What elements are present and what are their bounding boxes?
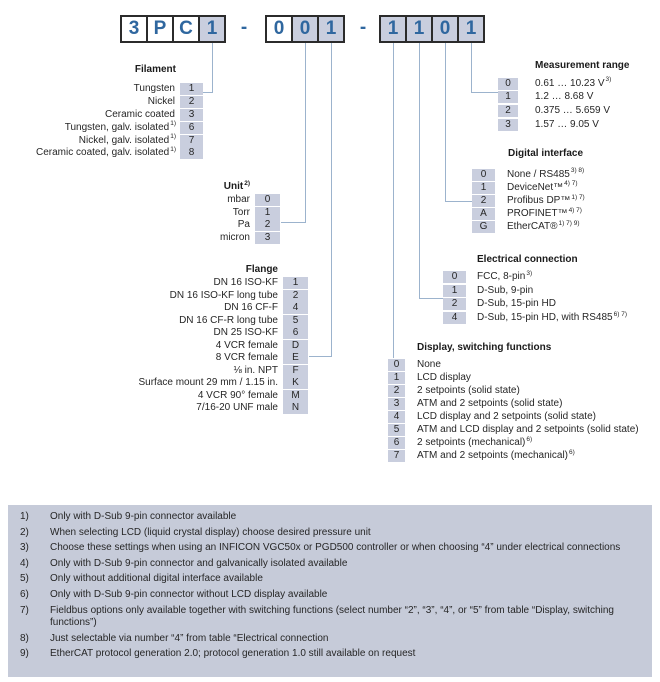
row-label: Profibus DP™$^{1) 7)}$ [507, 193, 585, 206]
footnote-text: Fieldbus options only available together with switching functions (select number “2”, “3”, “4”, or “5” from table “Display, switching functions”) [50, 604, 614, 629]
footnote-item [8, 648, 652, 661]
table-row [150, 194, 280, 207]
code-dash: - [359, 17, 367, 38]
connector-line [331, 43, 332, 356]
table-rows [150, 194, 280, 244]
footnote-item [8, 605, 652, 630]
footnote-number: 9) [20, 648, 29, 660]
row-value-cell: 1 [443, 285, 466, 297]
row-value-cell: 2 [255, 219, 280, 231]
connector-line [203, 92, 213, 93]
row-label: D-Sub, 15-pin HD [477, 298, 556, 310]
footnote-number: 4) [20, 557, 29, 569]
table-rows [498, 77, 629, 131]
table-title: Display, switching functions [417, 342, 552, 353]
footnote-item [8, 511, 652, 524]
row-value-cell: 3 [388, 398, 405, 410]
part-number-group-2 [265, 15, 345, 43]
row-label: D-Sub, 15-pin HD, with $RS485^{6) 7)}$ [477, 310, 627, 323]
row-label: Tungsten, galv. isolated$^{1)}$ [64, 120, 176, 133]
table-row [100, 390, 308, 403]
row-value-cell: 1 [180, 83, 203, 95]
row-value-cell: 6 [388, 437, 405, 449]
code-char: 3 [120, 15, 148, 43]
table-row [20, 147, 203, 160]
footnote-item [8, 573, 652, 586]
table-row [100, 352, 308, 365]
row-value-cell: 2 [388, 385, 405, 397]
row-label: micron [219, 232, 250, 244]
row-label: 0.61 … 10.23 $V^{3)}$ [535, 76, 612, 89]
part-number-group-1 [120, 15, 226, 43]
footnote-item [8, 527, 652, 540]
row-label: PROFINET™$^{4) 7)}$ [507, 206, 582, 220]
table-title: Flange [245, 264, 278, 275]
connector-line [471, 43, 472, 92]
footnote-number: 8) [20, 632, 29, 644]
row-label: ⅛ in. NPT [233, 364, 278, 376]
table-row [388, 423, 640, 436]
row-label: DN 25 ISO-KF [213, 327, 278, 339]
electrical-connection-table [443, 253, 627, 325]
row-value-cell: K [283, 377, 308, 389]
table-row [443, 284, 627, 298]
display-switching-table [388, 341, 640, 463]
row-label: DN 16 CF-F [224, 302, 278, 314]
row-label: 4 VCR 90° female [197, 389, 278, 401]
row-label: Ceramic coated, galv. isolated$^{1)}$ [36, 146, 176, 159]
table-row [100, 340, 308, 353]
row-label: DN 16 ISO-KF [213, 277, 278, 289]
row-value-cell: 2 [472, 195, 495, 207]
code-char: C [172, 15, 200, 43]
footnote-number: 3) [20, 542, 29, 554]
row-value-cell: 3 [255, 232, 280, 244]
code-char-unit: 0 [291, 15, 319, 43]
connector-line [212, 43, 213, 92]
row-label: LCD display [417, 371, 471, 383]
table-title: Electrical connection [477, 254, 578, 265]
table-row [443, 297, 627, 311]
connector-line [419, 43, 420, 298]
row-label: D-Sub, 9-pin [477, 284, 534, 296]
row-label: Torr [232, 206, 250, 218]
row-label: None / $RS485^{3) 8)}$ [507, 167, 585, 180]
table-row [472, 208, 585, 221]
row-label: Pa [237, 219, 250, 231]
table-row [498, 104, 629, 118]
table-row [100, 290, 308, 303]
table-row [498, 91, 629, 105]
row-value-cell: M [283, 390, 308, 402]
table-row [100, 327, 308, 340]
measurement-range-table [498, 59, 629, 131]
row-value-cell: 1 [388, 372, 405, 384]
row-value-cell: 4 [388, 411, 405, 423]
row-value-cell: 2 [180, 96, 203, 108]
code-char: P [146, 15, 174, 43]
row-value-cell: 4 [443, 312, 466, 324]
footnote-text: Only with D-Sub 9-pin connector and galvanically isolated available [50, 557, 348, 569]
part-number-group-3 [379, 15, 485, 43]
footnote-number: 5) [20, 573, 29, 585]
row-value-cell: 5 [283, 315, 308, 327]
table-row [100, 377, 308, 390]
unit-table [150, 180, 280, 244]
code-char: 0 [265, 15, 293, 43]
code-char-filament: 1 [198, 15, 226, 43]
footnote-text: Choose these settings when using an INFICON VGC50x or PGD500 controller or when choosing “4” under electrical connections [50, 542, 621, 554]
row-value-cell: 1 [472, 182, 495, 194]
row-label: DeviceNet™$^{4) 7)}$ [507, 180, 578, 193]
row-value-cell: 6 [283, 327, 308, 339]
connector-line [445, 201, 472, 202]
table-row [388, 450, 640, 463]
footnote-text: Just selectable via number “4” from table “Electrical connection [50, 632, 329, 644]
row-label: ATM and LCD display and 2 setpoints (solid state) [417, 424, 639, 436]
row-label: 7/16-20 UNF male [196, 402, 278, 414]
table-row [388, 384, 640, 397]
flange-table [100, 263, 308, 415]
table-row [443, 270, 627, 284]
footnote-text: EtherCAT protocol generation 2.0; protocol generation 1.0 still available on request [50, 648, 416, 660]
table-row [100, 302, 308, 315]
code-dash: - [240, 17, 248, 38]
row-label: 2 setpoints (mechanical)$^{6)}$ [417, 435, 533, 449]
table-row [20, 96, 203, 109]
row-label: Nickel [147, 96, 175, 108]
row-label: ATM and 2 setpoints (solid state) [417, 397, 563, 409]
row-value-cell: 2 [498, 105, 518, 117]
row-label: DN 16 CF-R long tube [179, 314, 278, 326]
code-char-digital: 0 [431, 15, 459, 43]
table-title: Digital interface [508, 148, 584, 159]
row-label: 4 VCR female [215, 339, 278, 351]
row-label: ATM and 2 setpoints (mechanical)$^{6)}$ [417, 448, 575, 462]
row-value-cell: E [283, 352, 308, 364]
row-label: 8 VCR female [215, 352, 278, 364]
table-row [472, 194, 585, 207]
table-rows [472, 168, 585, 234]
row-label: Nickel, galv. isolated$^{1)}$ [78, 133, 176, 146]
row-value-cell: A [472, 208, 495, 220]
table-title: Measurement range [535, 60, 630, 71]
row-value-cell: 8 [180, 147, 203, 159]
code-char-range: 1 [457, 15, 485, 43]
connector-line [393, 43, 394, 358]
row-value-cell: 2 [283, 290, 308, 302]
table-rows [100, 277, 308, 415]
table-row [388, 371, 640, 384]
row-label: LCD display and 2 setpoints (solid state) [417, 410, 596, 422]
table-row [100, 365, 308, 378]
digital-interface-table [472, 147, 585, 234]
table-rows [388, 358, 640, 463]
row-label: 1.2 … 8.68 V [535, 91, 594, 103]
footnote-number: 6) [20, 588, 29, 600]
code-char-display: 1 [379, 15, 407, 43]
code-char-flange: 1 [317, 15, 345, 43]
footnote-item [8, 633, 652, 646]
row-value-cell: 1 [498, 91, 518, 103]
footnote-item [8, 558, 652, 571]
row-value-cell: 7 [180, 135, 203, 147]
row-value-cell: 3 [180, 109, 203, 121]
row-value-cell: 4 [283, 302, 308, 314]
table-row [443, 311, 627, 325]
row-value-cell: 0 [388, 359, 405, 371]
table-row [388, 358, 640, 371]
connector-line [419, 298, 443, 299]
footnote-number: 2) [20, 526, 29, 538]
row-value-cell: G [472, 221, 495, 233]
row-label: Surface mount 29 mm / 1.15 in. [138, 377, 278, 389]
row-value-cell: 0 [472, 169, 495, 181]
table-row [388, 410, 640, 423]
row-value-cell: 1 [283, 277, 308, 289]
table-row [472, 168, 585, 181]
footnote-text: Only with D-Sub 9-pin connector without LCD display available [50, 588, 328, 600]
table-row [472, 181, 585, 194]
table-row [472, 221, 585, 234]
row-value-cell: D [283, 340, 308, 352]
filament-table [20, 63, 203, 160]
connector-line [471, 92, 498, 93]
row-value-cell: 3 [498, 119, 518, 131]
code-char-electrical: 1 [405, 15, 433, 43]
table-row [498, 118, 629, 132]
table-row [388, 397, 640, 410]
row-label: Tungsten [133, 83, 175, 95]
row-value-cell: N [283, 402, 308, 414]
table-row [20, 83, 203, 96]
row-value-cell: 6 [180, 122, 203, 134]
row-value-cell: 0 [498, 78, 518, 90]
row-value-cell: 5 [388, 424, 405, 436]
row-value-cell: 0 [443, 271, 466, 283]
connector-line [445, 43, 446, 201]
table-rows [20, 83, 203, 160]
row-label: DN 16 ISO-KF long tube [169, 289, 278, 301]
row-value-cell: 2 [443, 298, 466, 310]
table-row [150, 232, 280, 245]
footnote-text: Only without additional digital interface available [50, 573, 263, 585]
footnote-item [8, 589, 652, 602]
connector-line [305, 43, 306, 222]
row-label: mbar [227, 194, 250, 206]
table-row [100, 315, 308, 328]
table-title: Filament [134, 64, 176, 75]
row-value-cell: 1 [255, 207, 280, 219]
row-label: 2 setpoints (solid state) [417, 384, 520, 396]
row-value-cell: 7 [388, 450, 405, 462]
row-value-cell: F [283, 365, 308, 377]
table-row [100, 402, 308, 415]
table-rows [443, 270, 627, 325]
table-row [100, 277, 308, 290]
table-row [150, 207, 280, 220]
row-value-cell: 0 [255, 194, 280, 206]
row-label: FCC, 8-pin$^{3)}$ [477, 269, 533, 282]
row-label: Ceramic coated [104, 108, 175, 120]
footnote-number: 7) [20, 604, 29, 616]
connector-line [309, 356, 332, 357]
footnote-text: Only with D-Sub 9-pin connector available [50, 511, 237, 522]
connector-line [281, 222, 306, 223]
footnote-number: 1) [20, 511, 29, 522]
table-row [388, 437, 640, 450]
footnote-text: When selecting LCD (liquid crystal display) choose desired pressure unit [50, 526, 371, 538]
table-row [498, 77, 629, 91]
row-label: 1.57 … 9.05 V [535, 118, 599, 130]
table-row [150, 219, 280, 232]
row-label: EtherCAT®$^{1) 7) 9)}$ [507, 220, 580, 233]
table-title: Unit$^{2)}$ [223, 179, 250, 192]
row-label: None [417, 358, 441, 370]
footnotes-panel [8, 505, 652, 677]
footnote-item [8, 542, 652, 555]
row-label: 0.375 … 5.659 V [535, 104, 611, 116]
